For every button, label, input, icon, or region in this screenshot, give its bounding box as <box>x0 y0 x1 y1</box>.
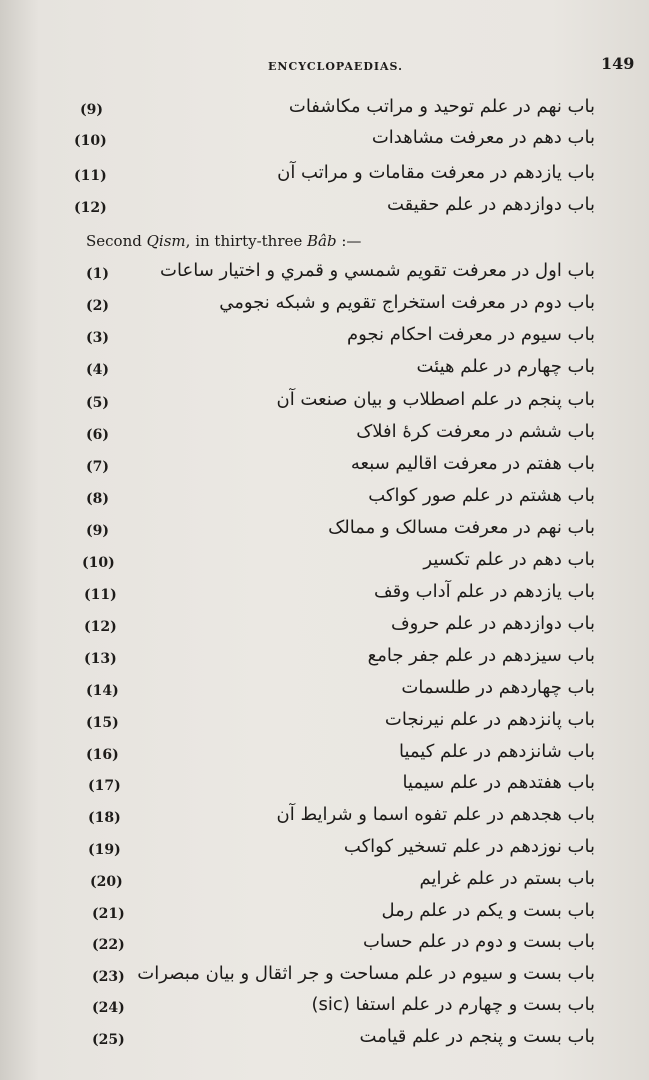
entry-number: (2) <box>86 298 109 314</box>
entry-line <box>0 194 649 226</box>
entry-persian-text: باب نوزدهم در علم تسخیر کواکب <box>343 836 595 857</box>
entry-line <box>0 389 649 421</box>
entry-line <box>0 613 649 645</box>
entry-number: (4) <box>86 362 109 378</box>
entry-line <box>0 994 649 1026</box>
entry-line <box>0 709 649 741</box>
entry-line <box>0 581 649 613</box>
entry-line <box>0 836 649 868</box>
entry-number: (11) <box>84 587 117 603</box>
entry-number: (17) <box>88 778 121 794</box>
entry-persian-text: باب بست و یکم در علم رمل <box>381 900 595 921</box>
entry-number: (21) <box>92 906 125 922</box>
entry-line <box>0 741 649 773</box>
entry-number: (14) <box>86 683 119 699</box>
entry-number: (19) <box>88 842 121 858</box>
entry-number: (24) <box>92 1000 125 1016</box>
entry-line <box>0 549 649 581</box>
entry-persian-text: باب چهاردهم در طلسمات <box>401 677 595 698</box>
entry-number: (22) <box>92 937 125 953</box>
entry-persian-text: باب نهم در علم توحید و مراتب مکاشفات <box>288 96 595 117</box>
entry-persian-text: باب هفتدهم در علم سیمیا <box>402 772 595 793</box>
heading-text: Second <box>86 232 147 250</box>
entry-line <box>0 645 649 677</box>
entry-line <box>0 931 649 963</box>
entry-persian-text: باب دهم در علم تکسیر <box>423 549 595 570</box>
entry-line <box>0 804 649 836</box>
entry-line <box>0 772 649 804</box>
section-heading <box>86 232 361 250</box>
entry-persian-text: باب دوازدهم در علم حقیقت <box>386 194 595 215</box>
page-number: 149 <box>601 54 635 73</box>
entry-number: (7) <box>86 459 109 475</box>
entry-line <box>0 1026 649 1058</box>
running-title: ENCYCLOPAEDIAS. <box>268 60 403 73</box>
entry-number: (5) <box>86 395 109 411</box>
entry-persian-text: باب چهارم در علم هیئت <box>416 356 595 377</box>
entry-persian-text: باب یازدهم در علم آداب وقف <box>373 581 595 602</box>
entry-number: (9) <box>80 102 103 118</box>
entry-number: (12) <box>84 619 117 635</box>
entry-persian-text: باب ششم در معرفت کرۀ افلاک <box>356 421 595 442</box>
entry-number: (23) <box>92 969 125 985</box>
entry-persian-text: باب بستم در علم غرایم <box>419 868 595 889</box>
entry-line <box>0 677 649 709</box>
entry-line <box>0 517 649 549</box>
entry-persian-text: باب دوازدهم در علم حروف <box>390 613 595 634</box>
entry-number: (16) <box>86 747 119 763</box>
entry-persian-text: باب هشتم در علم صور کواکب <box>368 485 595 506</box>
entry-line <box>0 485 649 517</box>
entry-number: (25) <box>92 1032 125 1048</box>
entry-persian-text: باب پنجم در علم اصطلاب و بیان صنعت آن <box>276 389 595 410</box>
entry-persian-text: باب دوم در معرفت استخراج تقویم و شبکه نجومي <box>219 292 595 313</box>
entry-number: (1) <box>86 266 109 282</box>
entry-line <box>0 453 649 485</box>
heading-text: , in thirty-three <box>185 232 308 250</box>
entry-line <box>0 324 649 356</box>
entry-persian-text: باب پانزدهم در علم نیرنجات <box>384 709 595 730</box>
entry-line <box>0 421 649 453</box>
entry-persian-text: باب بست و چهارم در علم استفا (sic) <box>311 994 595 1015</box>
heading-text: :— <box>336 232 362 250</box>
entry-number: (11) <box>74 168 107 184</box>
entry-persian-text: باب سیزدهم در علم جفر جامع <box>367 645 595 666</box>
entry-line <box>0 963 649 995</box>
entry-number: (18) <box>88 810 121 826</box>
entry-persian-text: باب دهم در معرفت مشاهدات <box>371 127 595 148</box>
entry-line <box>0 900 649 932</box>
entry-number: (10) <box>74 133 107 149</box>
entry-number: (12) <box>74 200 107 216</box>
entry-line <box>0 292 649 324</box>
entry-persian-text: باب شانزدهم در علم کیمیا <box>398 741 595 762</box>
entry-persian-text: باب اول در معرفت تقویم شمسي و قمري و اختیار ساعات <box>160 260 595 281</box>
entry-persian-text: باب سیوم در معرفت احکام نجوم <box>346 324 595 345</box>
entry-persian-text: باب بست و دوم در علم حساب <box>362 931 595 952</box>
heading-bab: Bâb <box>307 232 337 250</box>
running-head <box>0 54 649 80</box>
entry-persian-text: باب بست و سیوم در علم مساحت و جر اثقال و بیان مبصرات <box>137 963 595 984</box>
entry-line <box>0 868 649 900</box>
entry-number: (8) <box>86 491 109 507</box>
heading-qism: Qism <box>146 232 186 250</box>
entry-number: (20) <box>90 874 123 890</box>
entry-number: (13) <box>84 651 117 667</box>
entry-persian-text: باب هفتم در معرفت اقالیم سبعه <box>350 453 595 474</box>
entry-line <box>0 162 649 194</box>
entry-number: (9) <box>86 523 109 539</box>
entry-persian-text: باب یازدهم در معرفت مقامات و مراتب آن <box>277 162 595 183</box>
entry-persian-text: باب بست و پنجم در علم قیامت <box>359 1026 595 1047</box>
entry-line <box>0 260 649 292</box>
entry-number: (15) <box>86 715 119 731</box>
entry-number: (6) <box>86 427 109 443</box>
entry-persian-text: باب نهم در معرفت مسالک و ممالک <box>328 517 595 538</box>
entry-persian-text: باب هجدهم در علم تفوه اسما و شرایط آن <box>276 804 595 825</box>
entry-line <box>0 356 649 388</box>
entry-line <box>0 127 649 159</box>
entry-number: (10) <box>82 555 115 571</box>
entry-line <box>0 96 649 128</box>
entry-number: (3) <box>86 330 109 346</box>
